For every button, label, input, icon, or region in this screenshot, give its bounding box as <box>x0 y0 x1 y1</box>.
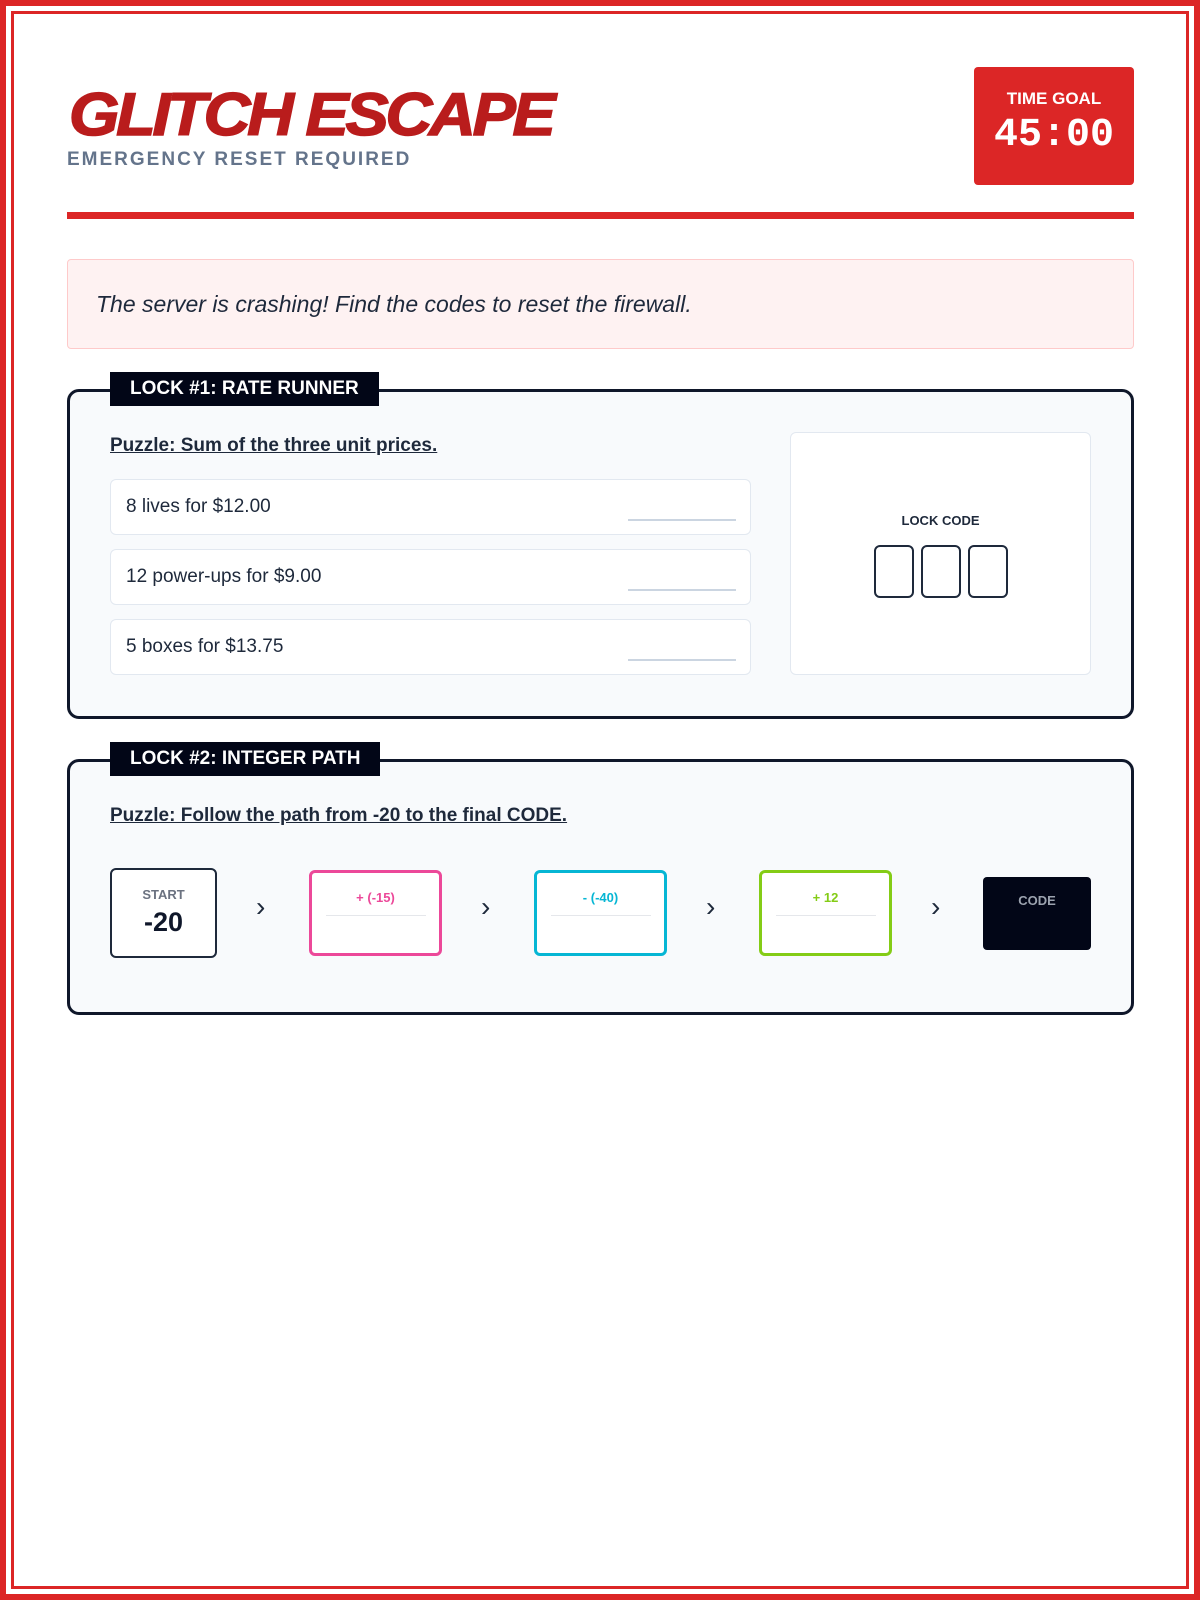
header-divider <box>67 212 1134 219</box>
answer-line <box>326 915 426 916</box>
path-step-box[interactable] <box>534 870 667 956</box>
answer-line <box>776 915 876 916</box>
time-goal-label: TIME GOAL <box>1006 89 1102 108</box>
rate-item-row <box>110 549 751 605</box>
path-start-label: START <box>142 887 185 902</box>
intro-text: The server is crashing! Find the codes to reset the firewall. <box>96 290 692 317</box>
path-step-operation: + 12 <box>812 890 839 905</box>
intro-banner <box>67 259 1134 349</box>
answer-line[interactable] <box>628 519 736 521</box>
chevron-right-icon: › <box>931 891 941 922</box>
page-subtitle: EMERGENCY RESET REQUIRED <box>67 149 412 170</box>
final-code-box[interactable] <box>983 877 1091 950</box>
answer-line <box>551 915 651 916</box>
path-step-box[interactable] <box>759 870 892 956</box>
rate-item-text: 8 lives for $12.00 <box>126 496 271 517</box>
lock-code-digit-box[interactable] <box>874 545 914 598</box>
time-goal-value: 45:00 <box>993 113 1115 158</box>
lock-code-digit-box[interactable] <box>968 545 1008 598</box>
lock-code-label: LOCK CODE <box>901 513 980 528</box>
final-code-label: CODE <box>1018 893 1056 908</box>
answer-line[interactable] <box>628 589 736 591</box>
rate-item-row <box>110 619 751 675</box>
path-start-box <box>110 868 217 958</box>
path-start-value: -20 <box>143 907 184 937</box>
rate-item-row <box>110 479 751 535</box>
rate-item-text: 12 power-ups for $9.00 <box>126 566 322 587</box>
lock-2-tag: LOCK #2: INTEGER PATH <box>110 742 380 776</box>
path-step-box[interactable] <box>309 870 442 956</box>
chevron-right-icon: › <box>481 891 491 922</box>
page-title: GLITCH ESCAPE <box>69 81 553 148</box>
lock-1-puzzle-title: Puzzle: Sum of the three unit prices. <box>110 435 438 456</box>
lock-2-puzzle-title: Puzzle: Follow the path from -20 to the final CODE. <box>110 805 568 826</box>
rate-item-text: 5 boxes for $13.75 <box>126 636 284 657</box>
lock-code-digit-box[interactable] <box>921 545 961 598</box>
answer-line[interactable] <box>628 659 736 661</box>
time-goal-badge <box>974 67 1134 185</box>
chevron-right-icon: › <box>706 891 716 922</box>
path-step-operation: + (-15) <box>356 890 395 905</box>
path-step-operation: - (-40) <box>582 890 619 905</box>
lock-code-boxes <box>791 545 1090 598</box>
lock-code-panel <box>790 432 1091 675</box>
lock-1-tag: LOCK #1: RATE RUNNER <box>110 372 379 406</box>
chevron-right-icon: › <box>256 891 266 922</box>
header <box>67 67 1134 219</box>
